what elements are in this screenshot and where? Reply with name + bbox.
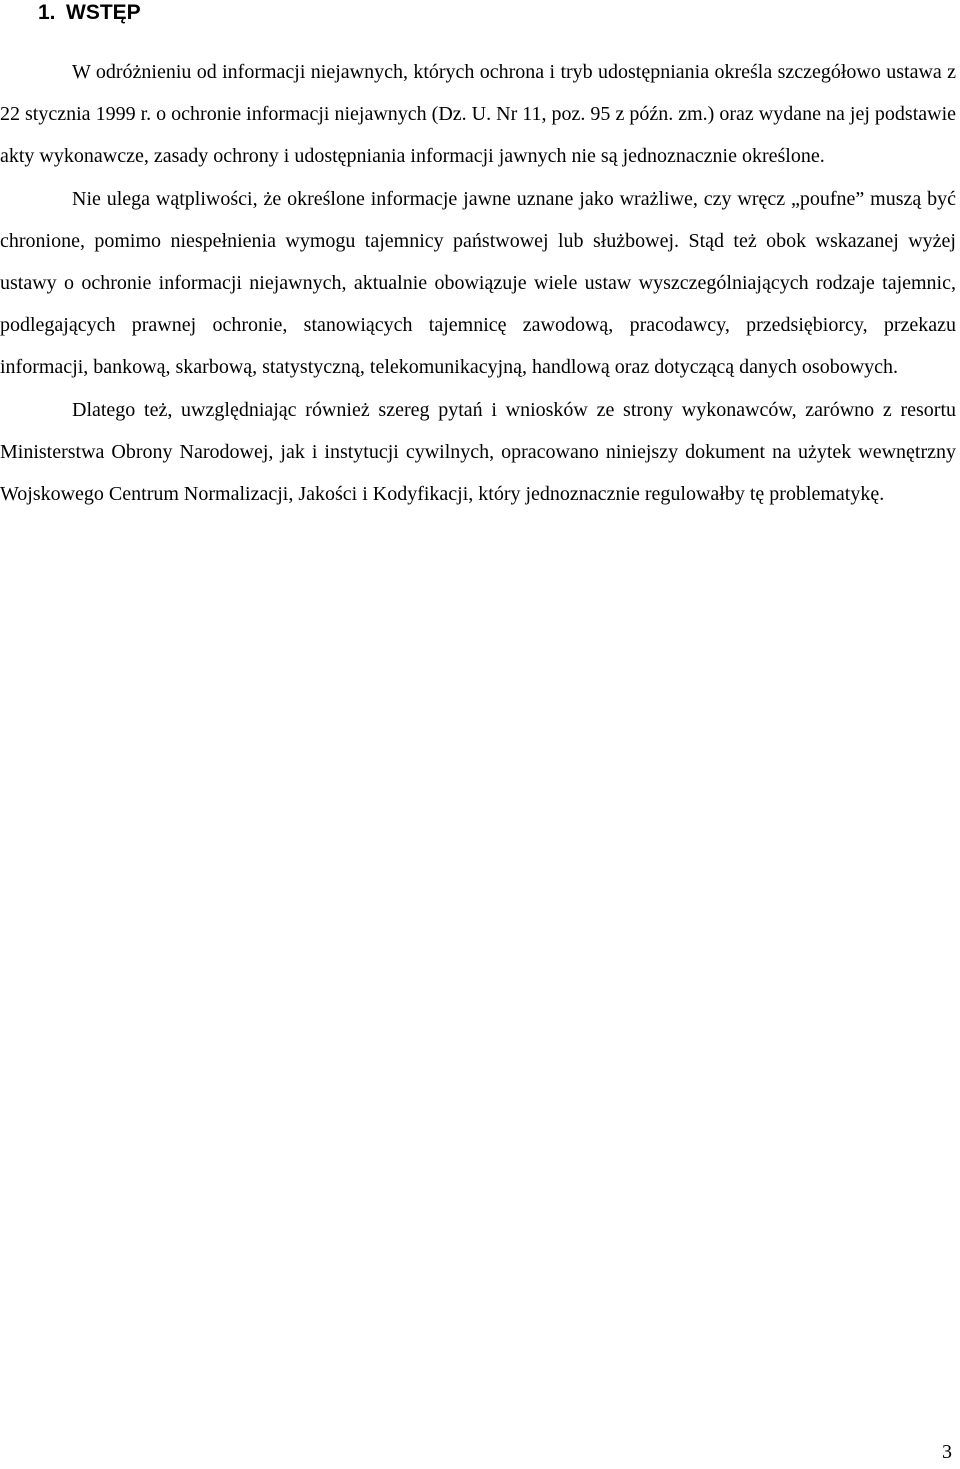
paragraph-secrets: Nie ulega wątpliwości, że określone informacje jawne uznane jako wrażliwe, czy wręcz „poufne” muszą być chronione, pomimo niespełnienia wymogu tajemnicy państwowej lub służbowej. Stąd też obok wskazanej wyżej ustawy o ochronie informacji niejawnych, aktualnie obowiązuje wiele ustaw wyszczególniających rodzaje tajemnic, podlegających prawnej ochronie, stanowiących tajemnicę zawodową, pracodawcy, przedsiębiorcy, przekazu informacji, bankową, skarbową, statystyczną, telekomunikacyjną, handlową oraz dotyczącą danych osobowych.: [0, 187, 956, 379]
paragraph-intro: W odróżnieniu od informacji niejawnych, których ochrona i tryb udostępniania określa szczegółowo ustawa z 22 stycznia 1999 r. o ochronie informacji niejawnych (Dz. U. Nr 11, poz. 95 z późn. zm.) oraz wydane na jej podstawie akty wykonawcze, zasady ochrony i udostępniania informacji jawnych nie są jednoznacznie określone.: [0, 61, 956, 168]
page-number: 3: [942, 1441, 952, 1463]
section-heading: [0, 0, 141, 26]
section-number: 1.: [38, 1, 56, 24]
body-text: [0, 51, 956, 515]
paragraph-purpose: Dlatego też, uwzględniając również szereg pytań i wniosków ze strony wykonawców, zarówno z resortu Ministerstwa Obrony Narodowej, jak i instytucji cywilnych, opracowano niniejszy dokument na użytek wewnętrzny Wojskowego Centrum Normalizacji, Jakości i Kodyfikacji, który jednoznacznie regulowałby tę problematykę.: [0, 398, 956, 506]
section-title: WSTĘP: [66, 1, 141, 24]
